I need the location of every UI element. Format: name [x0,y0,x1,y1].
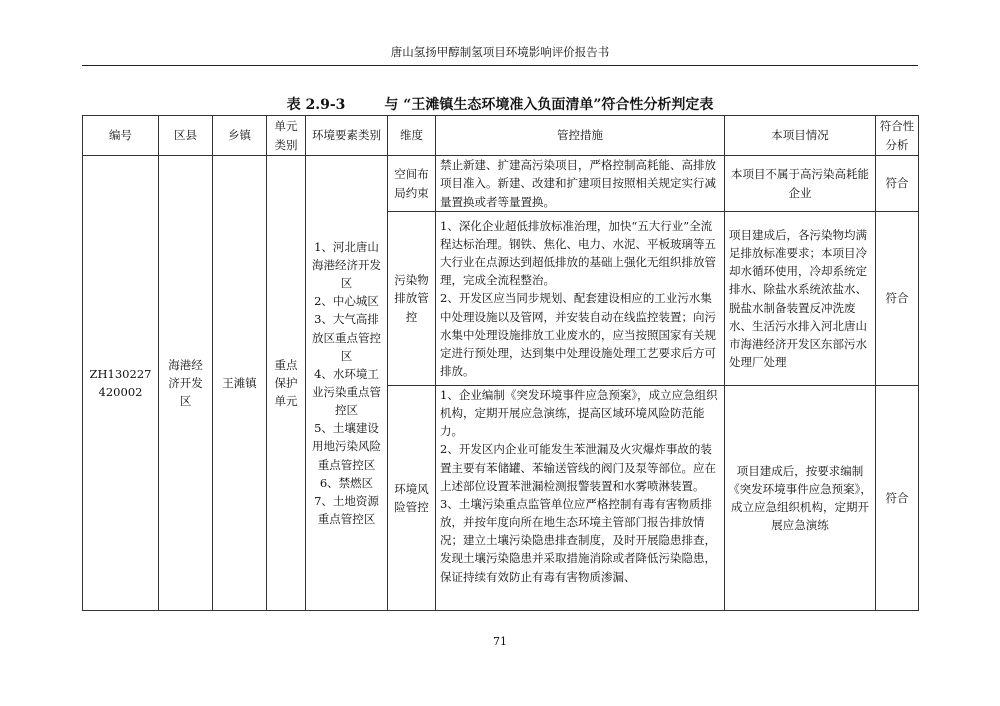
cell-measures: 1、深化企业超低排放标准治理，加快“五大行业”全流程达标治理。钢铁、焦化、电力、水泥、平板玻璃等五大行业在点源达到超低排放的基础上强化无组织排放管理，完成全流程整治。 2、开发区应当同步规划、配套建设相应的工业污水集中处理设施以及管网，并安装自动在线监控装置；向污水集中处理设施排放工业废水的，应当按照国家有关规定进行预处理，达到集中处理设施处理工艺要求后方可排放。 [436,212,725,386]
cell-dimension: 污染物排放管控 [388,212,436,386]
cell-county: 海港经济开发区 [159,156,213,611]
header-dimension: 维度 [388,116,436,156]
header-element-type: 环境要素类别 [306,116,388,156]
cell-project: 项目建成后，按要求编制《突发环境事件应急预案》，成立应急组织机构，定期开展应急演练 [725,386,876,611]
header-rule [82,65,918,66]
cell-dimension: 空间布局约束 [388,156,436,212]
header-code: 编号 [83,116,159,156]
cell-dimension: 环境风险管控 [388,386,436,611]
header-county: 区县 [159,116,213,156]
header-compliance: 符合性分析 [876,116,919,156]
table-row [83,156,919,212]
cell-code: ZH130227420002 [83,156,159,611]
table-title: 与 “王滩镇生态环境准入负面清单”符合性分析判定表 [384,97,714,113]
table-number: 表 2.9-3 [286,97,346,113]
cell-compliance: 符合 [876,386,919,611]
cell-unit-type: 重点保护单元 [267,156,306,611]
header-unit-type: 单元类别 [267,116,306,156]
cell-town: 王滩镇 [213,156,267,611]
compliance-table [82,115,919,611]
cell-measures: 禁止新建、扩建高污染项目，严格控制高耗能、高排放项目准入。新建、改建和扩建项目按照相关规定实行减量置换或者等量置换。 [436,156,725,212]
cell-compliance: 符合 [876,212,919,386]
cell-project: 本项目不属于高污染高耗能企业 [725,156,876,212]
table-caption [82,94,918,114]
page-header: 唐山氢扬甲醇制氢项目环境影响评价报告书 [390,45,610,59]
cell-project: 项目建成后，各污染物均满足排放标准要求；本项目冷却水循环使用，冷却系统定排水、除盐水系统浓盐水、脱盐水制备装置反冲洗废水、生活污水排入河北唐山市海港经济开发区东部污水处理厂处理 [725,212,876,386]
header-measures: 管控措施 [436,116,725,156]
header-town: 乡镇 [213,116,267,156]
page-number: 71 [493,635,507,648]
cell-element-type: 1、河北唐山海港经济开发区 2、中心城区 3、大气高排放区重点管控区 4、水环境工业污染重点管控区 5、土壤建设用地污染风险重点管控区 6、禁燃区 7、土地资源重点管控区 [306,156,388,611]
cell-measures: 1、企业编制《突发环境事件应急预案》，成立应急组织机构，定期开展应急演练，提高区域环境风险防范能力。 2、开发区内企业可能发生苯泄漏及火灾爆炸事故的装置主要有苯储罐、苯输送管线的阀门及泵等部位。应在上述部位设置苯泄漏检测报警装置和水雾喷淋装置。 3、土壤污染重点监管单位应严格控制有毒有害物质排放，并按年度向所在地生态环境主管部门报告排放情况；建立土壤污染隐患排查制度，及时开展隐患排查，发现土壤污染隐患并采取措施消除或者降低污染隐患，保证持续有效防止有毒有害物质渗漏、 [436,386,725,611]
cell-compliance: 符合 [876,156,919,212]
table-header-row [83,116,919,156]
header-project: 本项目情况 [725,116,876,156]
